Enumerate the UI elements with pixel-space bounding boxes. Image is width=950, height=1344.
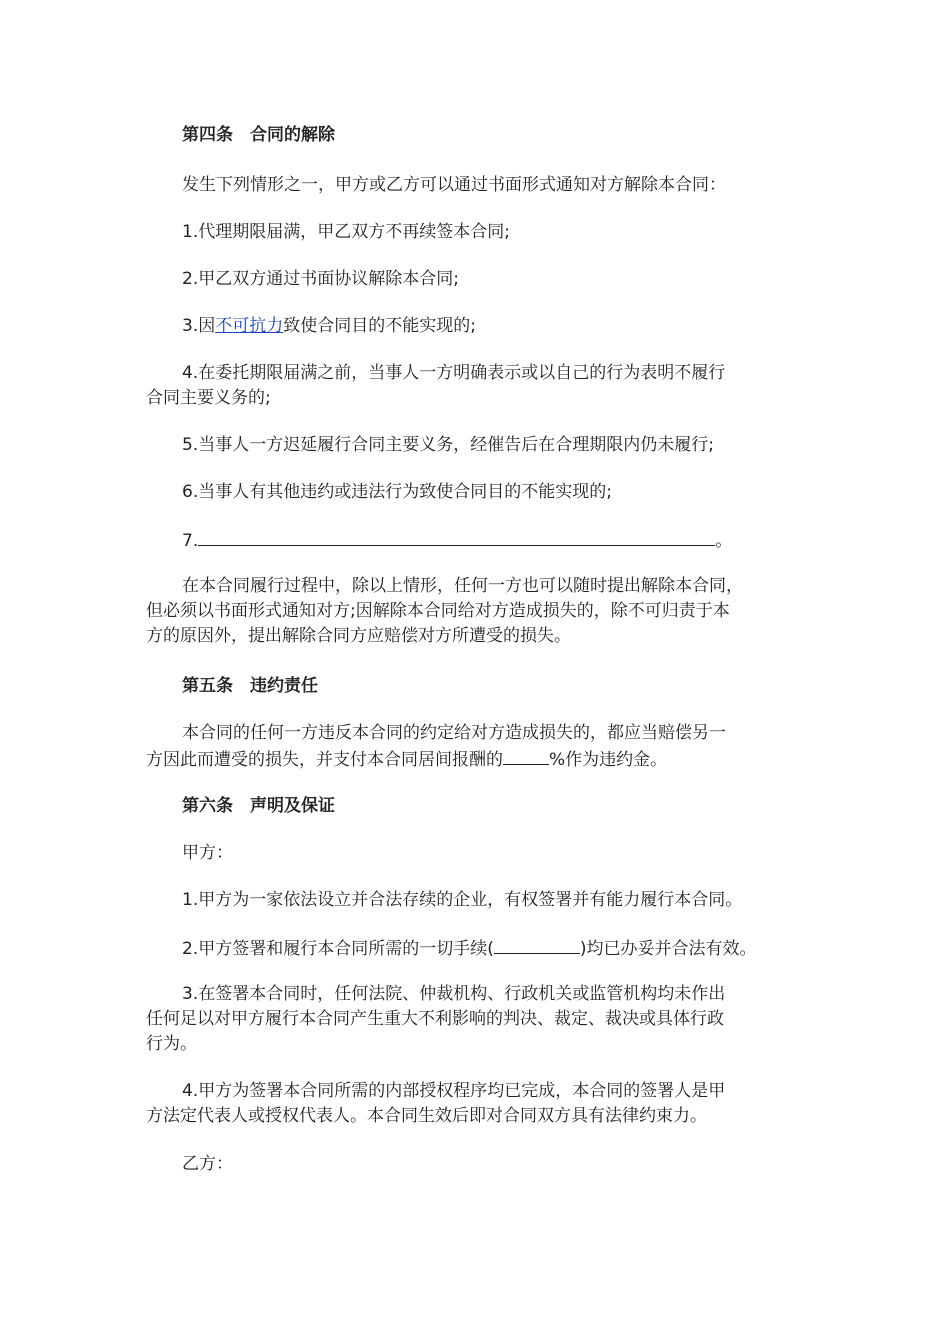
- item-3-suffix: 致使合同目的不能实现的;: [283, 316, 476, 336]
- article-4-item-3: [146, 314, 476, 339]
- article-4-item-5: 5.当事人一方迟延履行合同主要义务，经催告后在合理期限内仍未履行;: [182, 435, 714, 455]
- article-5-line-2-prefix: 方因此而遭受的损失，并支付本合同居间报酬的: [146, 750, 503, 770]
- force-majeure-link[interactable]: 不可抗力: [215, 316, 284, 336]
- termination-paragraph-line-1: 在本合同履行过程中，除以上情形，任何一方也可以随时提出解除本合同，: [182, 576, 743, 596]
- article-4-item-6: 6.当事人有其他违约或违法行为致使合同目的不能实现的;: [182, 482, 612, 502]
- item-7-prefix: 7.: [182, 531, 199, 551]
- article-5-heading: 第五条 违约责任: [182, 676, 318, 696]
- party-a-item-2-prefix: 2.甲方签署和履行本合同所需的一切手续(: [182, 939, 494, 959]
- article-4-heading: 第四条 合同的解除: [182, 125, 335, 145]
- party-a-item-2-suffix: )均已办妥并合法有效。: [579, 939, 757, 959]
- item-7-blank-line[interactable]: [198, 527, 715, 546]
- party-a-item-3-line-3: 行为。: [146, 1034, 197, 1054]
- party-a-label: 甲方：: [182, 843, 233, 863]
- party-a-item-4-line-1: 4.甲方为签署本合同所需的内部授权程序均已完成，本合同的签署人是甲: [182, 1081, 726, 1101]
- article-4-item-1: 1.代理期限届满，甲乙双方不再续签本合同;: [182, 222, 510, 242]
- party-a-item-4-line-2: 方法定代表人或授权代表人。本合同生效后即对合同双方具有法律约束力。: [146, 1106, 707, 1126]
- article-5-line-1: 本合同的任何一方违反本合同的约定给对方造成损失的，都应当赔偿另一: [182, 723, 726, 743]
- party-a-item-2: [146, 935, 757, 962]
- article-4-item-7: [146, 527, 732, 554]
- party-a-item-1: 1.甲方为一家依法设立并合法存续的企业，有权签署并有能力履行本合同。: [182, 890, 743, 910]
- article-5-line-2: [146, 746, 667, 773]
- article-4-intro: 发生下列情形之一，甲方或乙方可以通过书面形式通知对方解除本合同：: [182, 175, 726, 195]
- party-b-label: 乙方：: [182, 1154, 233, 1174]
- item-3-prefix: 3.因: [182, 316, 216, 336]
- penalty-percent-blank[interactable]: [503, 746, 549, 765]
- article-4-item-2: 2.甲乙双方通过书面协议解除本合同;: [182, 269, 459, 289]
- item-7-suffix: 。: [715, 531, 733, 551]
- article-6-heading: 第六条 声明及保证: [182, 796, 335, 816]
- procedures-blank[interactable]: [494, 935, 580, 954]
- party-a-item-3-line-2: 任何足以对甲方履行本合同产生重大不利影响的判决、裁定、裁决或具体行政: [146, 1009, 724, 1029]
- termination-paragraph-line-2: 但必须以书面形式通知对方;因解除本合同给对方造成损失的，除不可归责于本: [146, 601, 730, 621]
- party-a-item-3-line-1: 3.在签署本合同时，任何法院、仲裁机构、行政机关或监管机构均未作出: [182, 984, 726, 1004]
- article-5-line-2-suffix: %作为违约金。: [549, 750, 668, 770]
- termination-paragraph-line-3: 方的原因外，提出解除合同方应赔偿对方所遭受的损失。: [146, 626, 571, 646]
- article-4-item-4-line-1: 4.在委托期限届满之前，当事人一方明确表示或以自己的行为表明不履行: [182, 363, 726, 383]
- article-4-item-4-line-2: 合同主要义务的;: [146, 388, 271, 408]
